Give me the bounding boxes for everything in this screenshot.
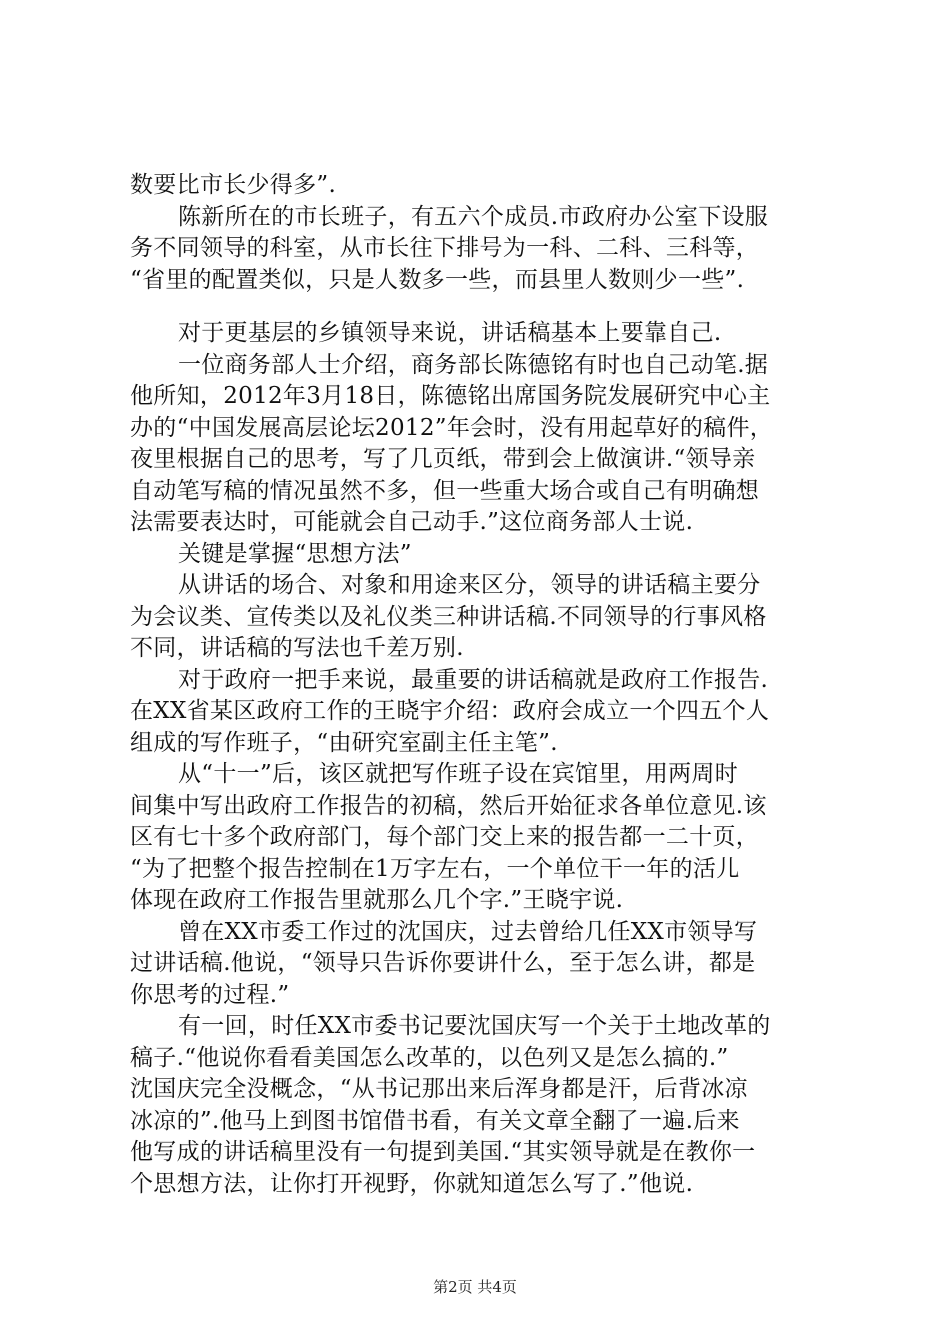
text-line: “为了把整个报告控制在1万字左右，一个单位干一年的活儿 bbox=[130, 855, 740, 882]
text-line: 务不同领导的科室，从市长往下排号为一科、二科、三科等， bbox=[130, 235, 760, 261]
text-line: 从“十一”后，该区就把写作班子设在宾馆里，用两周时 bbox=[178, 761, 739, 787]
text-line: 稿子.“他说你看看美国怎么改革的，以色列又是怎么搞的.” bbox=[130, 1044, 729, 1071]
text-line: 法需要表达时，可能就会自己动手.”这位商务部人士说. bbox=[130, 509, 694, 535]
text-line: 间集中写出政府工作报告的初稿，然后开始征求各单位意见.该 bbox=[130, 792, 767, 819]
text-line: 陈新所在的市长班子，有五六个成员.市政府办公室下设服 bbox=[178, 203, 769, 230]
text-line: 在XX省某区政府工作的王晓宇介绍：政府会成立一个四五个人 bbox=[130, 698, 770, 724]
text-line: 区有七十多个政府部门，每个部门交上来的报告都一二十页， bbox=[130, 824, 760, 850]
document-body bbox=[130, 170, 830, 1200]
text-line: 夜里根据自己的思考，写了几页纸，带到会上做演讲.“领导亲 bbox=[130, 446, 756, 472]
paragraph-gap bbox=[130, 296, 830, 318]
text-line: 曾在XX市委工作过的沈国庆，过去曾给几任XX市领导写 bbox=[178, 918, 758, 945]
text-line: 为会议类、宣传类以及礼仪类三种讲话稿.不同领导的行事风格 bbox=[130, 603, 767, 630]
text-line: 过讲话稿.他说，“领导只告诉你要讲什么，至于怎么讲，都是 bbox=[130, 950, 756, 976]
text-line: 沈国庆完全没概念，“从书记那出来后浑身都是汗，后背冰凉 bbox=[130, 1076, 748, 1102]
page-footer: 第2页 共4页 bbox=[433, 1278, 517, 1296]
text-line: 办的“中国发展高层论坛2012”年会时，没有用起草好的稿件， bbox=[130, 414, 774, 441]
text-line: “省里的配置类似，只是人数多一些，而县里人数则少一些”. bbox=[130, 266, 745, 293]
text-line: 体现在政府工作报告里就那么几个字.”王晓宇说. bbox=[130, 887, 624, 913]
text-line: 组成的写作班子，“由研究室副主任主笔”. bbox=[130, 729, 558, 756]
text-line: 对于更基层的乡镇领导来说，讲话稿基本上要靠自己. bbox=[178, 320, 722, 346]
text-line: 冰凉的”.他马上到图书馆借书看，有关文章全翻了一遍.后来 bbox=[130, 1107, 740, 1134]
text-line: 一位商务部人士介绍，商务部长陈德铭有时也自己动笔.据 bbox=[178, 351, 769, 378]
text-line: 数要比市长少得多”. bbox=[130, 172, 337, 198]
text-line: 不同，讲话稿的写法也千差万别. bbox=[130, 635, 464, 661]
text-line: 个思想方法，让你打开视野，你就知道怎么写了.”他说. bbox=[130, 1170, 694, 1197]
text-line: 他写成的讲话稿里没有一句提到美国.“其实领导就是在教你一 bbox=[130, 1139, 756, 1165]
text-line: 他所知，2012年3月18日，陈德铭出席国务院发展研究中心主 bbox=[130, 383, 771, 409]
text-line: 对于政府一把手来说，最重要的讲话稿就是政府工作报告. bbox=[178, 666, 769, 693]
text-line: 你思考的过程.” bbox=[130, 981, 290, 1008]
text-line: 自动笔写稿的情况虽然不多，但一些重大场合或自己有明确想 bbox=[130, 477, 760, 504]
text-line: 关键是掌握“思想方法” bbox=[178, 540, 412, 567]
text-line: 有一回，时任XX市委书记要沈国庆写一个关于土地改革的 bbox=[178, 1013, 771, 1039]
text-line: 从讲话的场合、对象和用途来区分，领导的讲话稿主要分 bbox=[178, 572, 761, 598]
